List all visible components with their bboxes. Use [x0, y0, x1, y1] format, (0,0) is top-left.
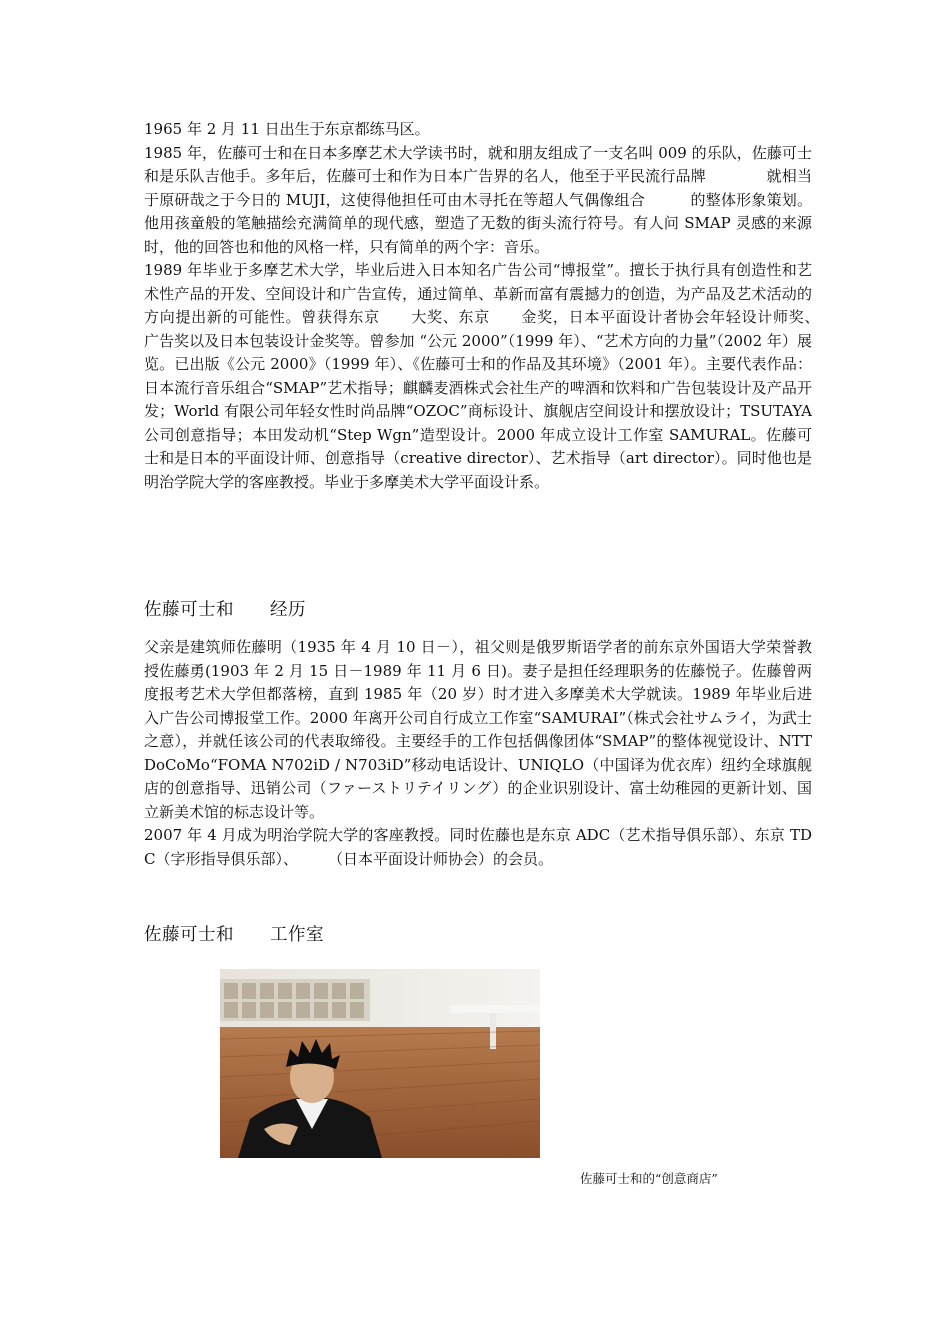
studio-photo — [220, 969, 540, 1158]
studio-heading: 佐藤可士和 工作室 — [144, 925, 324, 945]
career-section — [144, 636, 812, 871]
bio-section — [144, 118, 858, 494]
bio-paragraph-birth: 1965 年 2 月 11 日出生于东京都练马区。 — [144, 120, 430, 138]
career-heading: 佐藤可士和 经历 — [144, 600, 306, 620]
studio-photo-image — [220, 969, 540, 1158]
bio-paragraph-career: 1989 年毕业于多摩艺术大学，毕业后进入日本知名广告公司“博报堂”。擅长于执行具有创造性和艺术性产品的开发、空间设计和广告宣传，通过简单、革新而富有震撼力的创造，为产品及艺术活动的方向提出新的可能性。曾获得东京 大奖、东京 金奖，日本平面设计者协会年轻设计师奖、 广告奖以及日本包装设计金奖等。曾参加 “公元 2000”（1999 年）、“艺术方向的力量”（2002 年）展览。已出版《公元 2000》（1999 年）、《佐藤可士和的作品及其环境》（2001 年）。主要代表作品：日本流行音乐组合“SMAP”艺术指导；麒麟麦酒株式会社生产的啤酒和饮料和广告包装设计及产品开发；World 有限公司年轻女性时尚品牌“OZOC”商标设计、旗舰店空间设计和摆放设计；TSUTAYA 公司创意指导；本田发动机“Step Wgn”造型设计。2000 年成立设计工作室 SAMURAL。佐藤可士和是日本的平面设计师、创意指导（creative director）、艺术指导（art director）。同时他也是明治学院大学的客座教授。毕业于多摩美术大学平面设计系。 — [144, 261, 858, 491]
studio-photo-caption: 佐藤可士和的“创意商店” — [580, 1171, 718, 1186]
bio-paragraph-band: 1985 年，佐藤可士和在日本多摩艺术大学读书时，就和朋友组成了一支名叫 009 的乐队，佐藤可士和是乐队吉他手。多年后，佐藤可士和作为日本广告界的名人，他至于平民流行品牌 就相当于原研哉之于今日的 MUJI，这使得他担任可由木寻托在等超人气偶像组合 的整体形象策划。他用孩童般的笔触描绘充满简单的现代感，塑造了无数的街头流行符号。有人问 SMAP 灵感的来源时，他的回答也和他的风格一样，只有简单的两个字：音乐。 — [144, 143, 812, 256]
career-paragraph-family: 父亲是建筑师佐藤明（1935 年 4 月 10 日－），祖父则是俄罗斯语学者的前东京外国语大学荣誉教授佐藤勇(1903 年 2 月 15 日－1989 年 11 月 6 日)。妻子是担任经理职务的佐藤悦子。佐藤曾两度报考艺术大学但都落榜，直到 1985 年（20 岁）时才进入多摩美术大学就读。1989 年毕业后进入广告公司博报堂工作。2000 年离开公司自行成立工作室“SAMURAI”（株式会社サムライ，为武士之意），并就任该公司的代表取缔役。主要经手的工作包括偶像团体“SMAP”的整体视觉设计、NTT DoCoMo“FOMA N702iD / N703iD”移动电话设计、UNIQLO（中国译为优衣库）纽约全球旗舰店的创意指导、迅销公司（ファーストリテイリング）的企业识别设计、富士幼稚园的更新计划、国立新美术馆的标志设计等。 — [144, 638, 812, 821]
career-paragraph-professor: 2007 年 4 月成为明治学院大学的客座教授。同时佐藤也是东京 ADC（艺术指导俱乐部）、东京 TDC（字形指导俱乐部）、 （日本平面设计师协会）的会员。 — [144, 826, 812, 868]
